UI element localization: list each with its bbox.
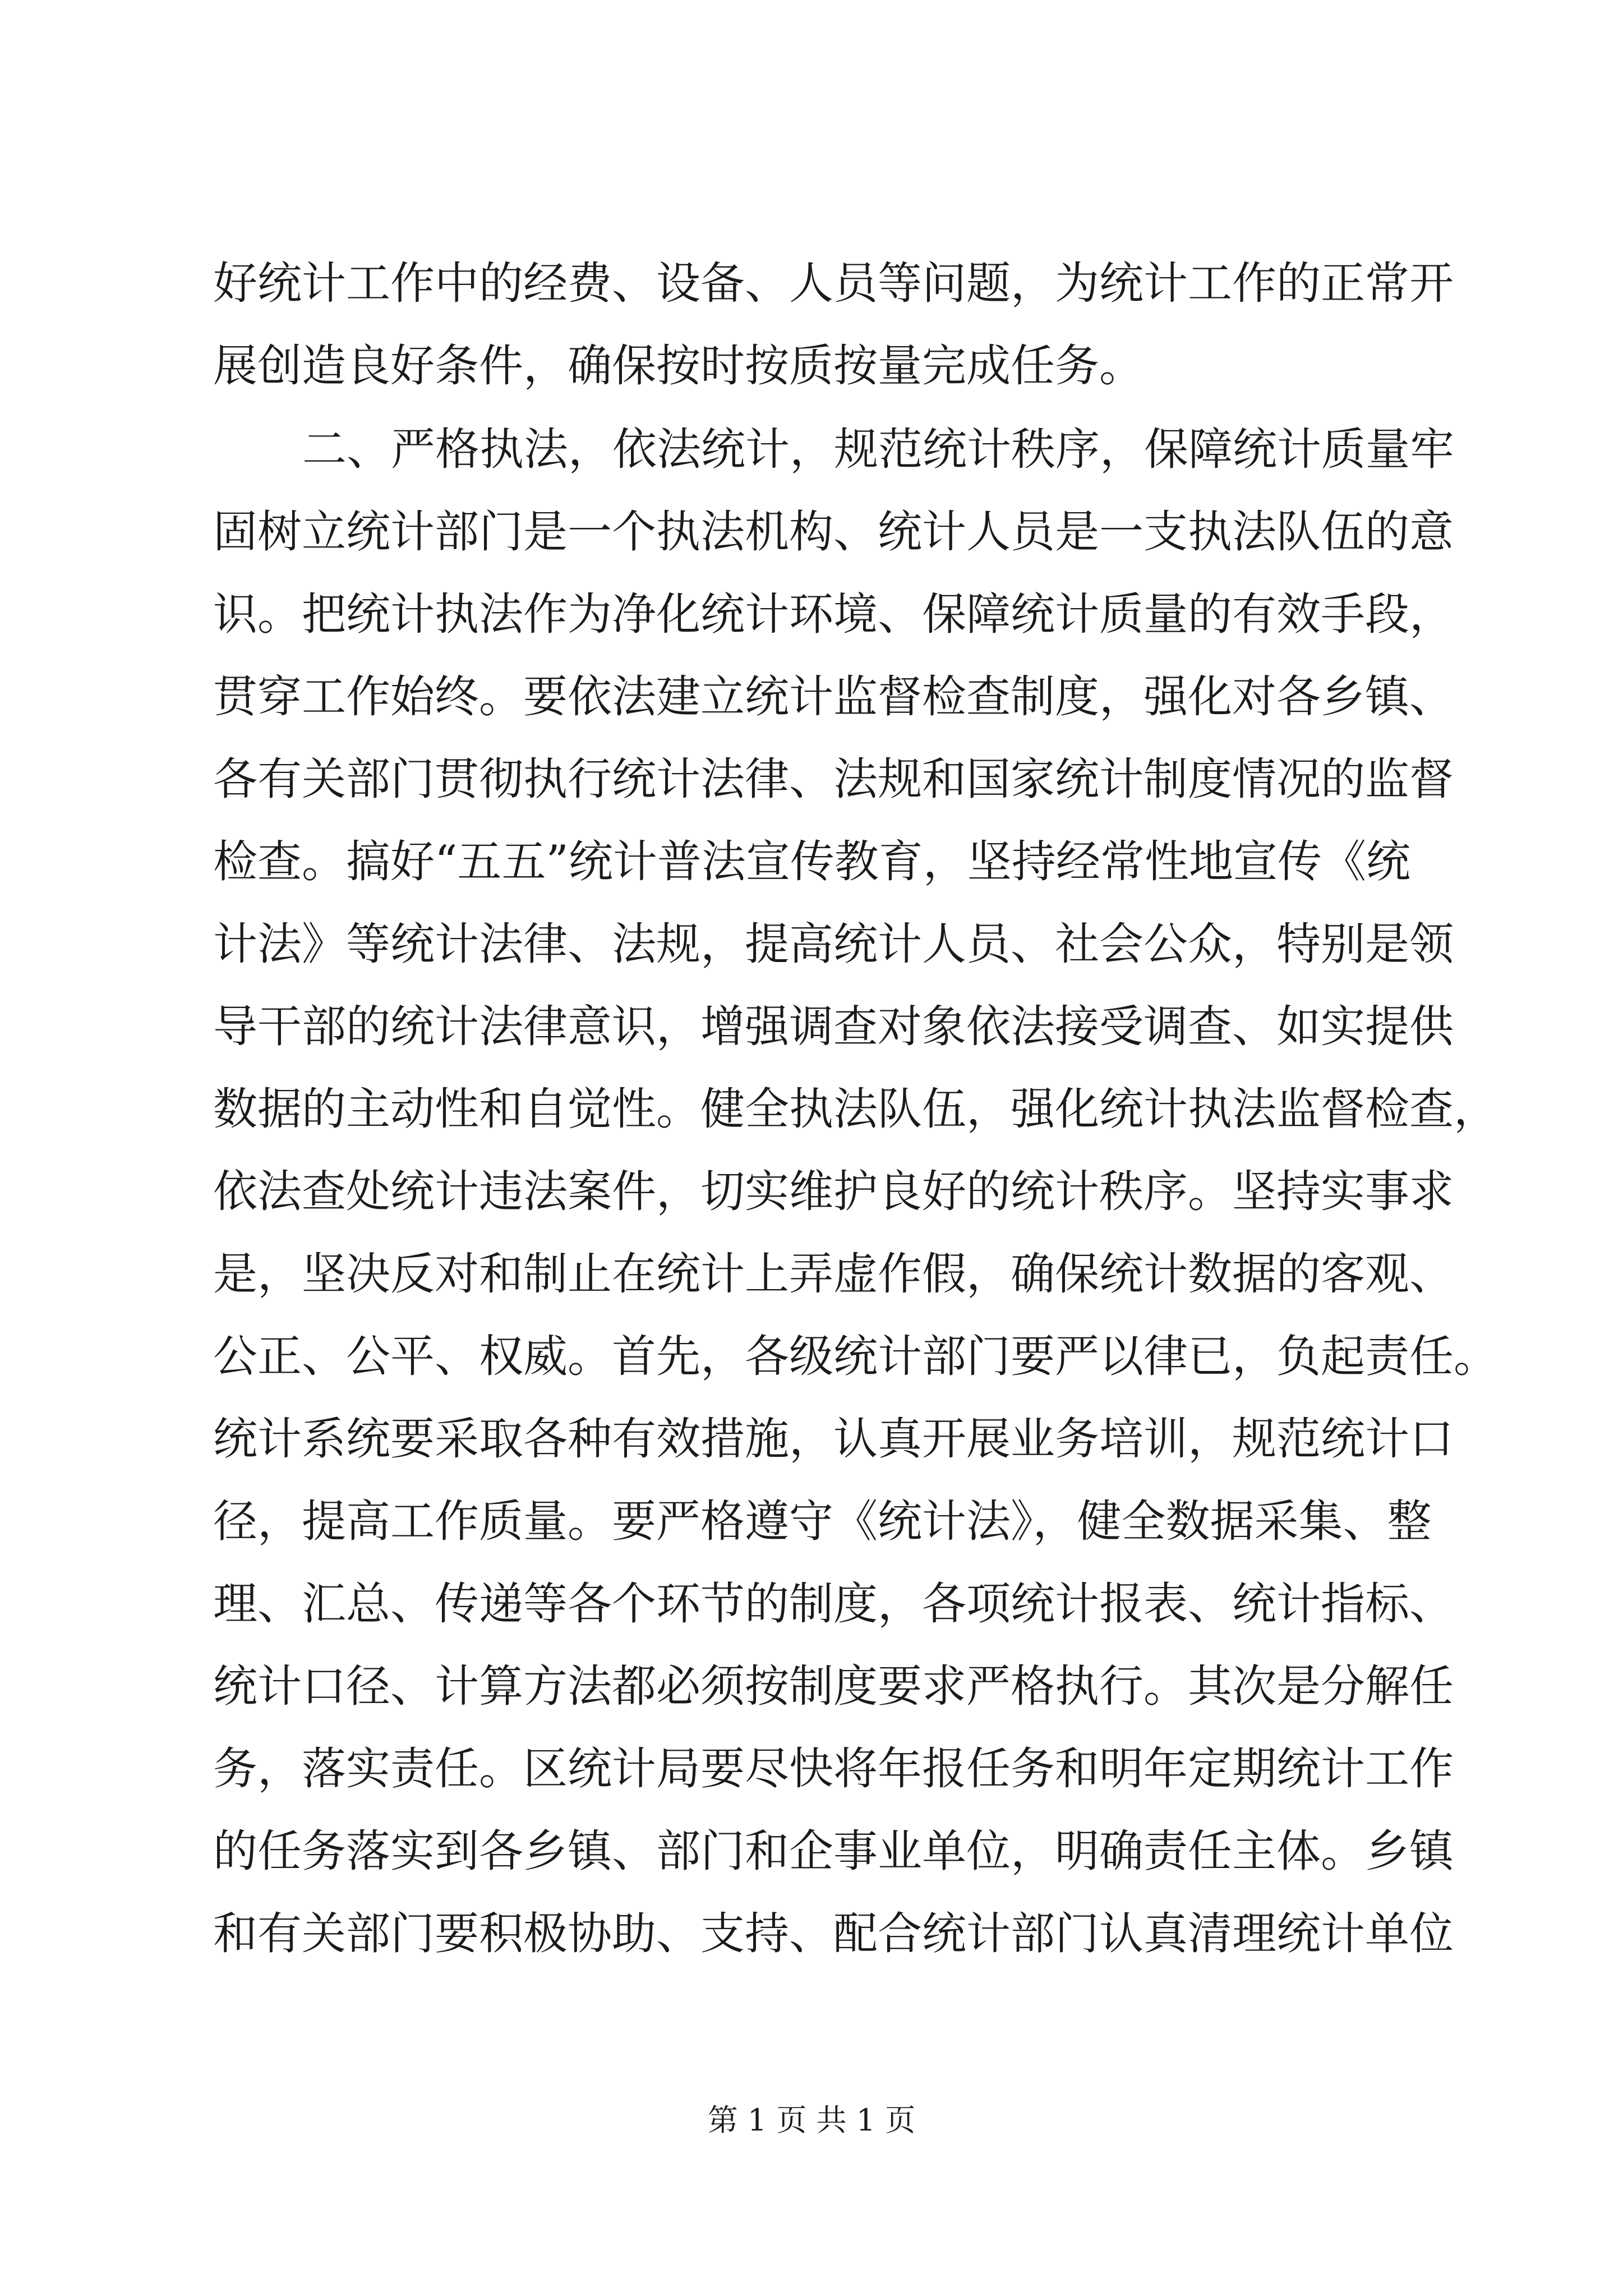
text-line: 识。把统计执法作为净化统计环境、保障统计质量的有效手段，	[213, 588, 1454, 640]
page-number-footer: 第 1 页 共 1 页	[707, 2102, 916, 2138]
text-line: 依法查处统计违法案件，切实维护良好的统计秩序。坚持实事求	[213, 1166, 1454, 1217]
text-line: 的任务落实到各乡镇、部门和企事业单位，明确责任主体。乡镇	[213, 1825, 1454, 1877]
text-line: 导干部的统计法律意识，增强调查对象依法接受调查、如实提供	[213, 1001, 1454, 1052]
text-line: 好统计工作中的经费、设备、人员等问题，为统计工作的正常开	[213, 257, 1454, 309]
text-line: 固树立统计部门是一个执法机构、统计人员是一支执法队伍的意	[213, 506, 1454, 558]
text-line: 径，提高工作质量。要严格遵守《统计法》，健全数据采集、整	[213, 1496, 1432, 1547]
text-line: 检查。搞好“五五”统计普法宣传教育，坚持经常性地宣传《统	[213, 836, 1410, 887]
text-line: 和有关部门要积极协助、支持、配合统计部门认真清理统计单位	[213, 1908, 1454, 1959]
text-line: 计法》等统计法律、法规，提高统计人员、社会公众，特别是领	[213, 918, 1454, 970]
text-line: 公正、公平、权威。首先，各级统计部门要严以律已，负起责任。	[213, 1331, 1498, 1382]
text-line: 统计口径、计算方法都必须按制度要求严格执行。其次是分解任	[213, 1660, 1454, 1712]
paragraph-heading-line: 二、严格执法，依法统计，规范统计秩序，保障统计质量牢	[302, 424, 1454, 475]
text-line: 是，坚决反对和制止在统计上弄虚作假，确保统计数据的客观、	[213, 1248, 1454, 1300]
text-line: 展创造良好条件，确保按时按质按量完成任务。	[213, 340, 1144, 392]
text-line: 贯穿工作始终。要依法建立统计监督检查制度，强化对各乡镇、	[213, 671, 1454, 723]
text-line: 理、汇总、传递等各个环节的制度，各项统计报表、统计指标、	[213, 1578, 1454, 1630]
text-line: 务，落实责任。区统计局要尽快将年报任务和明年定期统计工作	[213, 1743, 1454, 1795]
text-line: 统计系统要采取各种有效措施，认真开展业务培训，规范统计口	[213, 1413, 1454, 1465]
text-line: 各有关部门贯彻执行统计法律、法规和国家统计制度情况的监督	[213, 753, 1454, 805]
text-line: 数据的主动性和自觉性。健全执法队伍，强化统计执法监督检查，	[213, 1083, 1498, 1135]
